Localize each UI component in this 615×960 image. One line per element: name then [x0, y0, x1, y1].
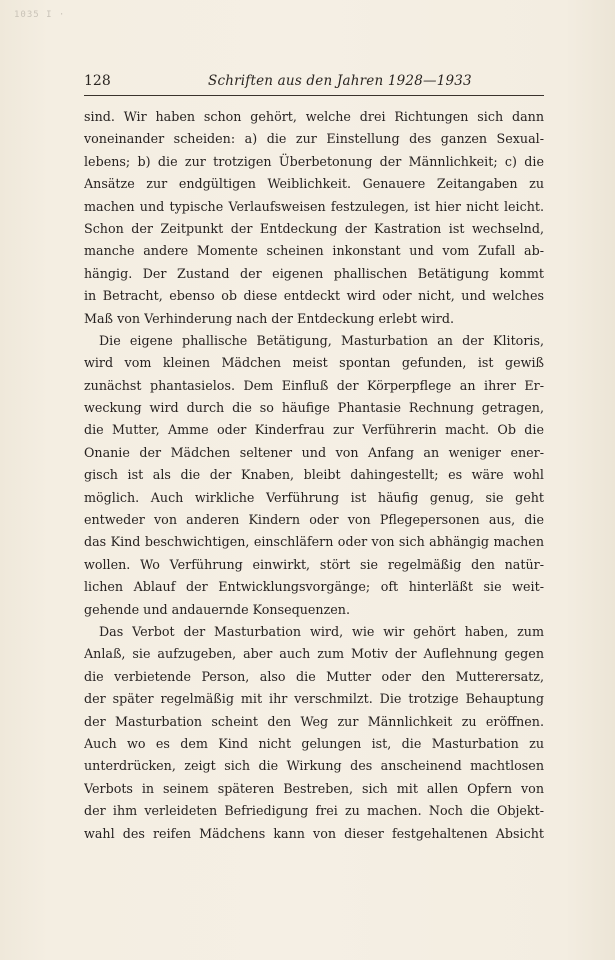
text-line: wollen. Wo Verführung einwirkt, stört sie regelmäßig den natür- [84, 556, 544, 572]
text-line: manche andere Momente scheinen inkonstant und vom Zufall ab- [84, 243, 544, 259]
text-line: möglich. Auch wirkliche Verführung ist häufig genug, sie geht [84, 489, 544, 505]
text-line: Auch wo es dem Kind nicht gelungen ist, die Masturbation zu [84, 735, 544, 751]
text-line: Onanie der Mädchen seltener und von Anfang an weniger ener- [84, 444, 544, 460]
text-line: weckung wird durch die so häufige Phantasie Rechnung getragen, [84, 400, 544, 416]
text-line: die Mutter, Amme oder Kinderfrau zur Verführerin macht. Ob die [84, 422, 544, 438]
text-line: gisch ist als die der Knaben, bleibt dahingestellt; es wäre wohl [84, 467, 544, 483]
running-title: Schriften aus den Jahren 1928—1933 [208, 73, 472, 89]
text-line: voneinander scheiden: a) die zur Einstellung des ganzen Sexual- [84, 131, 544, 147]
text-line: zunächst phantasielos. Dem Einfluß der Körperpflege an ihrer Er- [84, 377, 544, 393]
text-line: der ihm verleideten Befriedigung frei zu machen. Noch die Objekt- [84, 803, 544, 819]
archive-stamp: 1035 I · [14, 10, 66, 20]
text-line: in Betracht, ebenso ob diese entdeckt wird oder nicht, und welches [84, 288, 544, 304]
text-line: entweder von anderen Kindern oder von Pflegepersonen aus, die [84, 512, 544, 528]
text-line: sind. Wir haben schon gehört, welche drei Richtungen sich dann [84, 109, 544, 124]
page-number: 128 [84, 73, 111, 89]
text-line: der später regelmäßig mit ihr verschmilzt. Die trotzige Behauptung [84, 691, 544, 707]
text-line: machen und typische Verlaufsweisen festzulegen, ist hier nicht leicht. [84, 198, 544, 214]
text-line: gehende und andauernde Konsequenzen. [84, 601, 350, 617]
text-line: hängig. Der Zustand der eigenen phallischen Betätigung kommt [84, 265, 544, 281]
page-header [84, 70, 544, 92]
text-line: wahl des reifen Mädchens kann von dieser festgehaltenen Absicht [84, 825, 544, 841]
text-line: wird vom kleinen Mädchen meist spontan gefunden, ist gewiß [84, 355, 544, 371]
text-line: Anlaß, sie aufzugeben, aber auch zum Motiv der Auflehnung gegen [84, 646, 544, 662]
text-line: unterdrücken, zeigt sich die Wirkung des anscheinend machtlosen [84, 758, 544, 774]
header-rule [84, 95, 544, 96]
text-line: der Masturbation scheint den Weg zur Männlichkeit zu eröffnen. [84, 713, 544, 729]
paragraph-start-line: Die eigene phallische Betätigung, Masturbation an der Klitoris, [99, 332, 544, 348]
text-line: Verbots in seinem späteren Bestreben, sich mit allen Opfern von [84, 780, 544, 796]
body-text [84, 106, 544, 845]
text-line: Ansätze zur endgültigen Weiblichkeit. Genauere Zeitangaben zu [84, 176, 544, 192]
text-line: Schon der Zeitpunkt der Entdeckung der Kastration ist wechselnd, [84, 220, 544, 236]
text-line: Maß von Verhinderung nach der Entdeckung erlebt wird. [84, 310, 454, 326]
text-line: lebens; b) die zur trotzigen Überbetonung der Männlichkeit; c) die [84, 153, 544, 169]
paragraph-start-line: Das Verbot der Masturbation wird, wie wir gehört haben, zum [99, 623, 544, 639]
text-line: das Kind beschwichtigen, einschläfern oder von sich abhängig machen [84, 534, 544, 550]
text-line: die verbietende Person, also die Mutter oder den Mutterersatz, [84, 668, 544, 684]
text-line: lichen Ablauf der Entwicklungsvorgänge; oft hinterläßt sie weit- [84, 579, 544, 595]
